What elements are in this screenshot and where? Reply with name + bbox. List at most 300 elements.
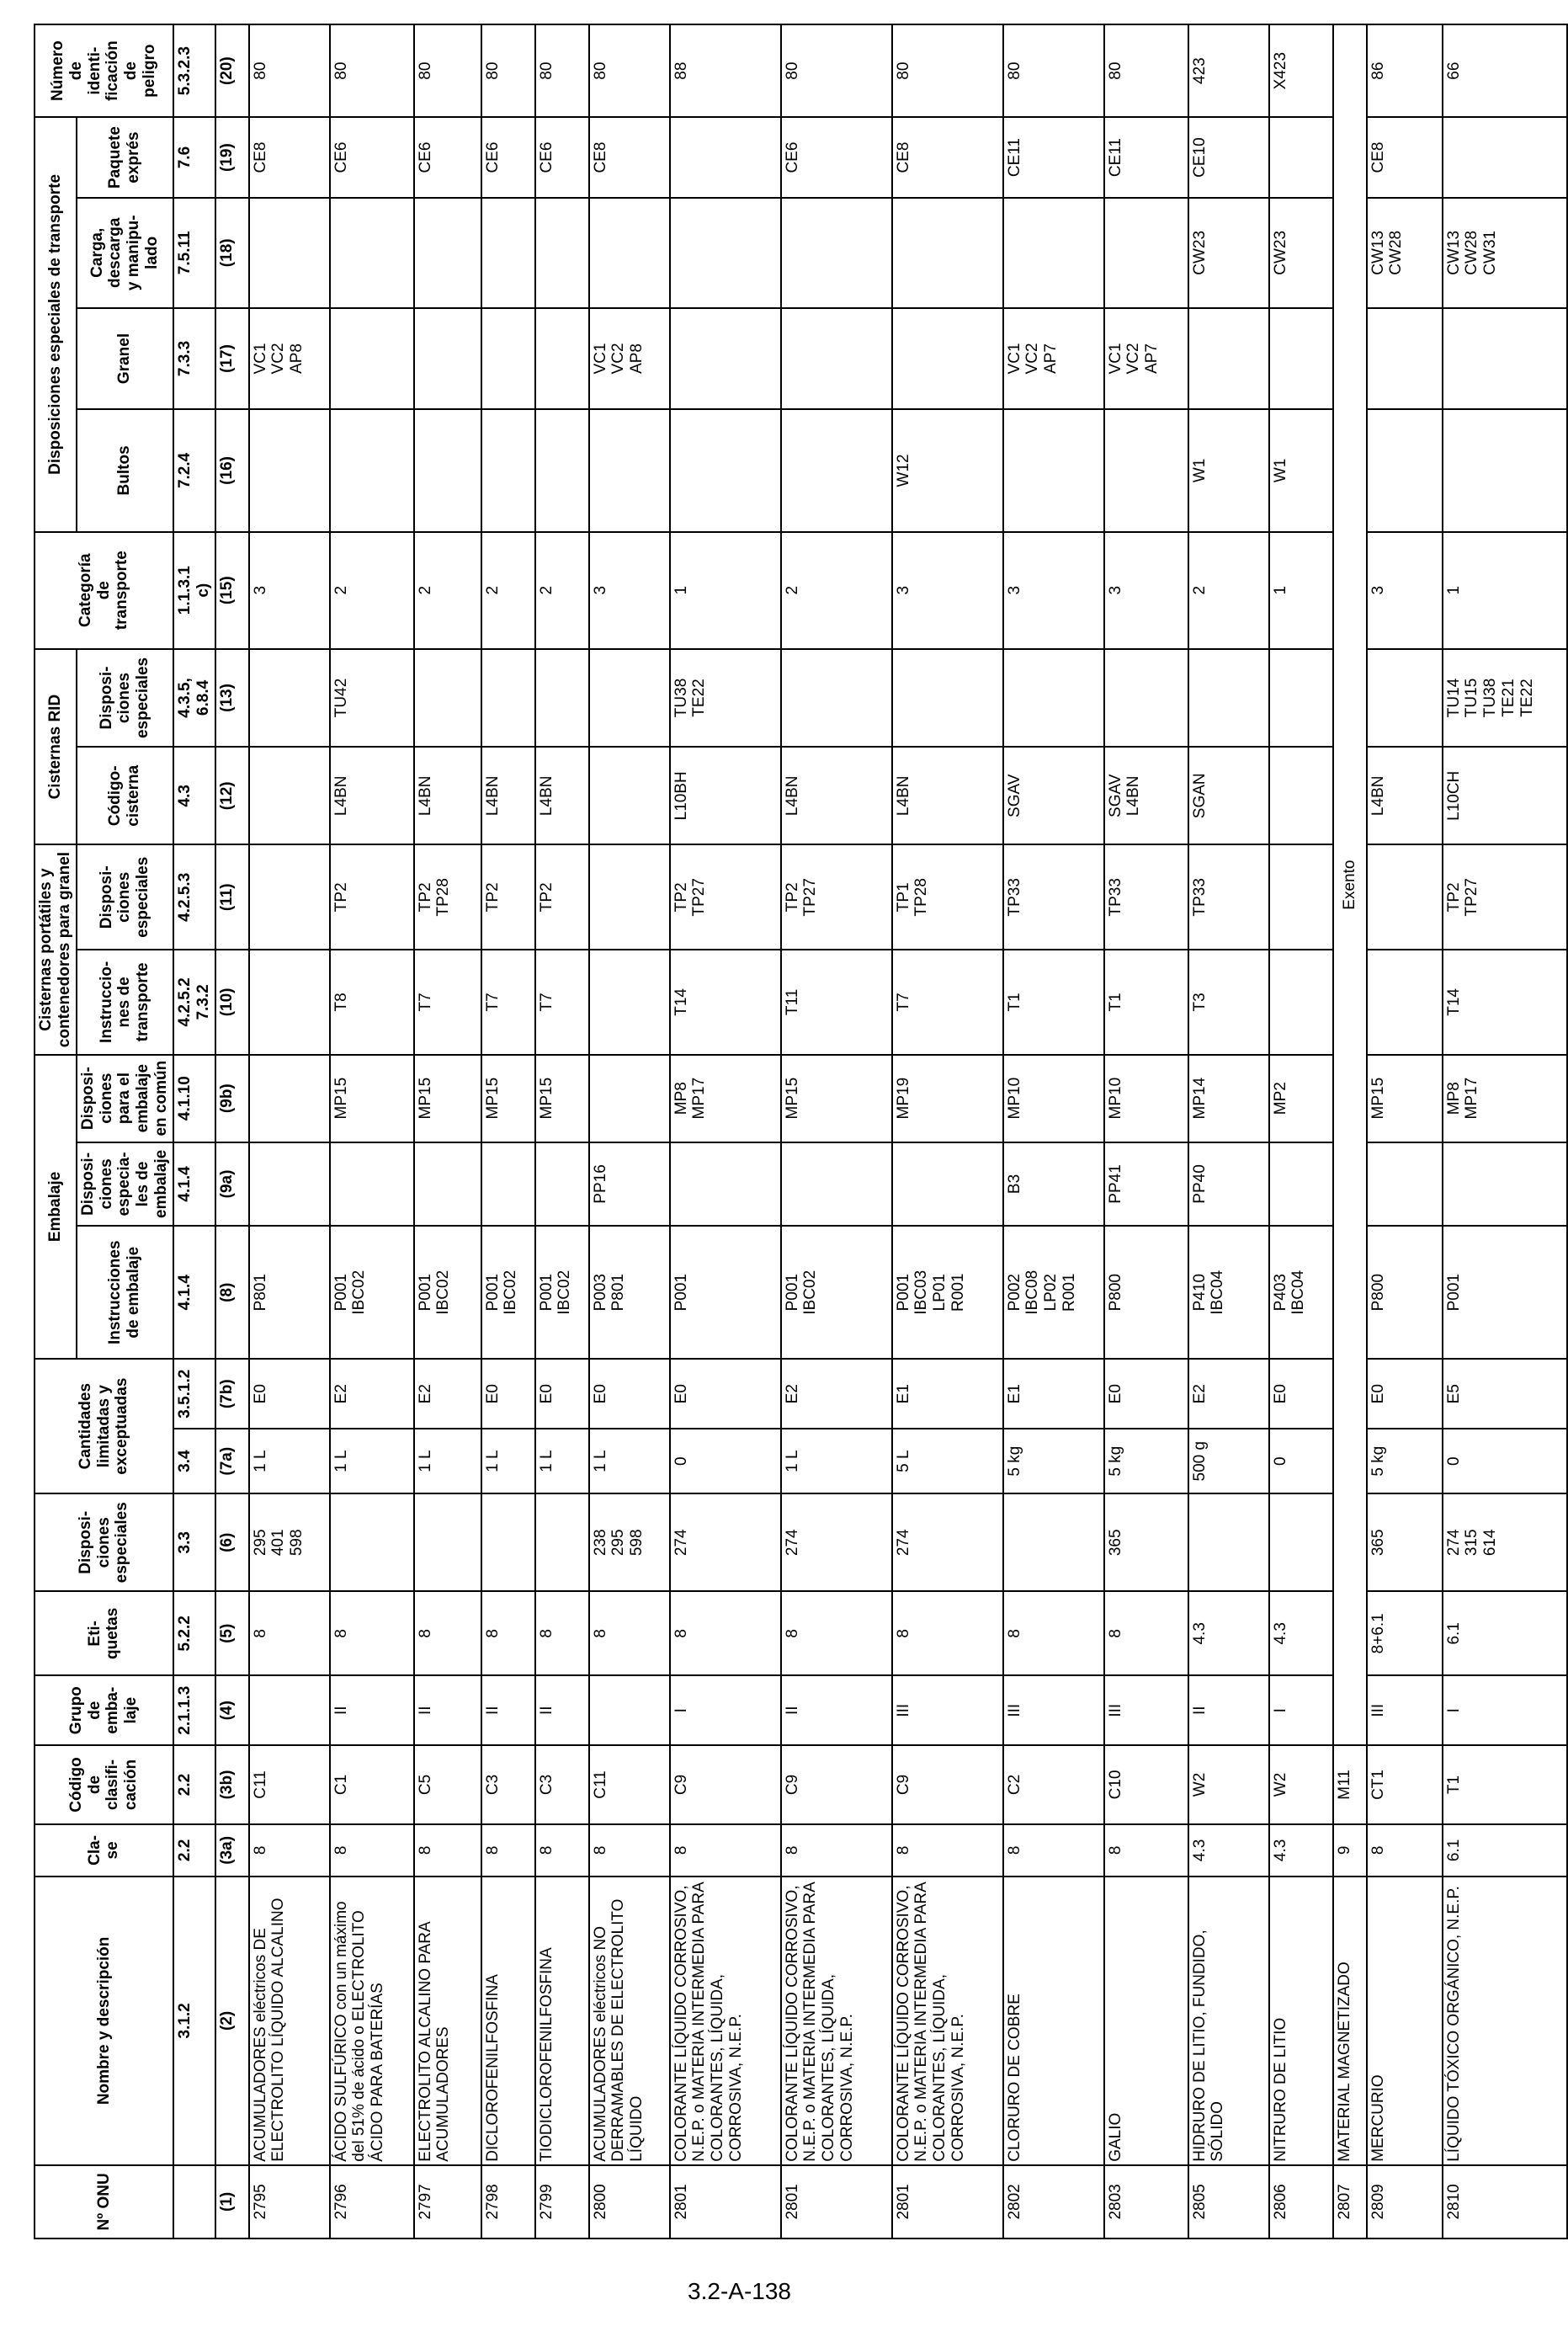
column-number-cell: (9b) bbox=[215, 1055, 249, 1142]
table-cell bbox=[670, 1142, 781, 1227]
column-number-cell: (18) bbox=[215, 198, 249, 308]
table-cell: III bbox=[892, 1675, 1003, 1745]
table-cell: 80 bbox=[781, 24, 892, 117]
table-cell bbox=[1367, 844, 1443, 950]
table-cell: W2 bbox=[1269, 1745, 1333, 1823]
table-cell: 8 bbox=[330, 1824, 414, 1877]
table-cell: E0 bbox=[249, 1359, 330, 1429]
column-number-cell: (9a) bbox=[215, 1142, 249, 1227]
table-cell: TP33 bbox=[1188, 844, 1269, 950]
column-number-cell: (4) bbox=[215, 1675, 249, 1745]
table-cell: SGAV bbox=[1003, 747, 1104, 844]
table-cell: C5 bbox=[414, 1745, 481, 1823]
table-cell: 8 bbox=[1104, 1824, 1188, 1877]
substance-name-cell: ÁCIDO SULFÚRICO con un máximo del 51% de ácido o ELECTROLITO ÁCIDO PARA BATERÍAS bbox=[330, 1877, 414, 2165]
table-cell bbox=[1104, 198, 1188, 308]
table-cell: TP33 bbox=[1104, 844, 1188, 950]
ref-code-cell: 3.1.2 bbox=[173, 1877, 215, 2165]
table-cell: L4BN bbox=[1367, 747, 1443, 844]
table-cell: CE10 bbox=[1188, 117, 1269, 198]
table-cell bbox=[535, 409, 589, 531]
table-cell: E2 bbox=[781, 1359, 892, 1429]
table-cell: T11 bbox=[781, 950, 892, 1055]
table-cell: MP15 bbox=[535, 1055, 589, 1142]
table-cell: 274 bbox=[781, 1493, 892, 1591]
table-cell bbox=[1269, 308, 1333, 409]
table-cell bbox=[1003, 1493, 1104, 1591]
table-cell: 80 bbox=[330, 24, 414, 117]
table-cell bbox=[892, 198, 1003, 308]
table-cell bbox=[589, 649, 670, 747]
table-cell bbox=[249, 198, 330, 308]
table-cell bbox=[1443, 308, 1567, 409]
table-row bbox=[1104, 24, 1188, 2239]
column-number-cell: (1) bbox=[215, 2165, 249, 2239]
table-cell: 4.3 bbox=[1188, 1591, 1269, 1675]
table-cell: CE11 bbox=[1104, 117, 1188, 198]
table-cell: L10BH bbox=[670, 747, 781, 844]
table-cell bbox=[1269, 950, 1333, 1055]
table-cell: T7 bbox=[481, 950, 535, 1055]
table-cell bbox=[249, 747, 330, 844]
table-cell bbox=[1367, 1142, 1443, 1227]
column-number-cell: (3b) bbox=[215, 1745, 249, 1823]
ref-code-cell: 4.3.5, 6.8.4 bbox=[173, 649, 215, 747]
table-cell: 80 bbox=[249, 24, 330, 117]
table-cell: 8 bbox=[535, 1824, 589, 1877]
table-cell bbox=[1003, 649, 1104, 747]
table-cell bbox=[1188, 1493, 1269, 1591]
table-cell: E5 bbox=[1443, 1359, 1567, 1429]
table-row bbox=[781, 24, 892, 2239]
column-number-cell: (2) bbox=[215, 1877, 249, 2165]
ref-code-cell: 4.1.10 bbox=[173, 1055, 215, 1142]
table-cell bbox=[589, 409, 670, 531]
table-cell: 80 bbox=[481, 24, 535, 117]
table-cell bbox=[781, 409, 892, 531]
table-cell: 1 L bbox=[481, 1429, 535, 1493]
un-number-cell: 2806 bbox=[1269, 2165, 1333, 2239]
table-cell: MP14 bbox=[1188, 1055, 1269, 1142]
table-cell: VC1 VC2 AP7 bbox=[1003, 308, 1104, 409]
header-rid-tanks: Cisternas RID bbox=[35, 649, 77, 845]
table-cell: MP10 bbox=[1003, 1055, 1104, 1142]
table-cell: MP19 bbox=[892, 1055, 1003, 1142]
column-number-cell: (5) bbox=[215, 1591, 249, 1675]
table-cell: SGAN bbox=[1188, 747, 1269, 844]
table-cell: 3 bbox=[589, 532, 670, 649]
table-cell: TP2 TP28 bbox=[414, 844, 481, 950]
substance-name-cell: COLORANTE LÍQUIDO CORROSIVO, N.E.P. o MATERIA INTERMEDIA PARA COLORANTES, LÍQUIDA, CORROSIVA, N.E.P. bbox=[670, 1877, 781, 2165]
table-cell: II bbox=[1188, 1675, 1269, 1745]
table-row bbox=[1443, 24, 1567, 2239]
substance-name-cell: COLORANTE LÍQUIDO CORROSIVO, N.E.P. o MATERIA INTERMEDIA PARA COLORANTES, LÍQUIDA, CORROSIVA, N.E.P. bbox=[892, 1877, 1003, 2165]
table-cell: L10CH bbox=[1443, 747, 1567, 844]
column-number-cell: (12) bbox=[215, 747, 249, 844]
table-cell: C11 bbox=[589, 1745, 670, 1823]
table-cell: MP8 MP17 bbox=[1443, 1055, 1567, 1142]
table-cell: 0 bbox=[1269, 1429, 1333, 1493]
table-cell: CE8 bbox=[892, 117, 1003, 198]
table-cell: MP15 bbox=[781, 1055, 892, 1142]
table-cell: PP40 bbox=[1188, 1142, 1269, 1227]
table-cell: III bbox=[1003, 1675, 1104, 1745]
un-number-cell: 2805 bbox=[1188, 2165, 1269, 2239]
table-row bbox=[670, 24, 781, 2239]
table-cell: C2 bbox=[1003, 1745, 1104, 1823]
table-cell: CE6 bbox=[414, 117, 481, 198]
table-cell: 274 315 614 bbox=[1443, 1493, 1567, 1591]
table-cell bbox=[589, 198, 670, 308]
table-cell: MP15 bbox=[1367, 1055, 1443, 1142]
substance-name-cell: MATERIAL MAGNETIZADO bbox=[1333, 1877, 1367, 2165]
table-cell bbox=[1269, 747, 1333, 844]
table-cell: CE8 bbox=[249, 117, 330, 198]
table-cell: 1 L bbox=[535, 1429, 589, 1493]
table-cell: P001 IBC02 bbox=[535, 1226, 589, 1359]
table-cell: 66 bbox=[1443, 24, 1567, 117]
un-number-cell: 2800 bbox=[589, 2165, 670, 2239]
table-cell: 1 bbox=[670, 532, 781, 649]
table-cell: 80 bbox=[1104, 24, 1188, 117]
header-portable-special: Disposi- ciones especiales bbox=[77, 844, 173, 950]
table-cell: 1 bbox=[1443, 532, 1567, 649]
header-mixed-packing: Disposi- ciones para el embalaje en común bbox=[77, 1055, 173, 1142]
table-cell: W1 bbox=[1269, 409, 1333, 531]
table-cell bbox=[670, 308, 781, 409]
table-cell bbox=[330, 308, 414, 409]
table-cell: P410 IBC04 bbox=[1188, 1226, 1269, 1359]
header-name: Nombre y descripción bbox=[35, 1877, 173, 2165]
header-packages: Bultos bbox=[77, 409, 173, 531]
table-cell: C11 bbox=[249, 1745, 330, 1823]
table-cell bbox=[481, 308, 535, 409]
table-cell: 1 L bbox=[781, 1429, 892, 1493]
table-cell bbox=[589, 1055, 670, 1142]
table-cell: P001 IBC02 bbox=[414, 1226, 481, 1359]
table-cell bbox=[1269, 1142, 1333, 1227]
un-number-cell: 2810 bbox=[1443, 2165, 1567, 2239]
table-cell: 8 bbox=[670, 1591, 781, 1675]
table-cell bbox=[414, 1493, 481, 1591]
table-cell bbox=[670, 409, 781, 531]
un-number-cell: 2809 bbox=[1367, 2165, 1443, 2239]
table-cell: L4BN bbox=[481, 747, 535, 844]
table-cell bbox=[249, 844, 330, 950]
ref-code-cell: 7.3.3 bbox=[173, 308, 215, 409]
column-number-cell: (7b) bbox=[215, 1359, 249, 1429]
table-cell: VC1 VC2 AP8 bbox=[249, 308, 330, 409]
table-cell bbox=[892, 649, 1003, 747]
rotated-table-page bbox=[34, 24, 1536, 2239]
table-cell: CW13 CW28 CW31 bbox=[1443, 198, 1567, 308]
column-number-cell: (11) bbox=[215, 844, 249, 950]
header-tank-special: Disposi- ciones especiales bbox=[77, 649, 173, 747]
un-number-cell: 2798 bbox=[481, 2165, 535, 2239]
table-cell: T14 bbox=[1443, 950, 1567, 1055]
header-limited-quantities: Cantidades limitadas y exceptuadas bbox=[35, 1359, 173, 1493]
table-row bbox=[589, 24, 670, 2239]
ref-code-cell: 7.6 bbox=[173, 117, 215, 198]
table-cell: 295 401 598 bbox=[249, 1493, 330, 1591]
table-cell: III bbox=[1367, 1675, 1443, 1745]
header-bulk: Granel bbox=[77, 308, 173, 409]
table-cell: 8 bbox=[1003, 1591, 1104, 1675]
column-number-cell: (7a) bbox=[215, 1429, 249, 1493]
table-cell: CE8 bbox=[589, 117, 670, 198]
table-cell: T1 bbox=[1003, 950, 1104, 1055]
table-cell: 1 L bbox=[330, 1429, 414, 1493]
table-cell bbox=[589, 950, 670, 1055]
table-cell: II bbox=[330, 1675, 414, 1745]
table-cell: E0 bbox=[1104, 1359, 1188, 1429]
table-cell bbox=[535, 308, 589, 409]
table-cell: 500 g bbox=[1188, 1429, 1269, 1493]
table-cell: B3 bbox=[1003, 1142, 1104, 1227]
table-cell: 6.1 bbox=[1443, 1591, 1567, 1675]
table-cell bbox=[330, 198, 414, 308]
table-cell bbox=[535, 649, 589, 747]
table-cell: T7 bbox=[892, 950, 1003, 1055]
ref-code-cell: 1.1.3.1 c) bbox=[173, 532, 215, 649]
table-cell: L4BN bbox=[414, 747, 481, 844]
table-cell: CT1 bbox=[1367, 1745, 1443, 1823]
table-cell: 8 bbox=[781, 1591, 892, 1675]
table-cell bbox=[414, 308, 481, 409]
table-cell: 8 bbox=[589, 1591, 670, 1675]
substance-name-cell: COLORANTE LÍQUIDO CORROSIVO, N.E.P. o MATERIA INTERMEDIA PARA COLORANTES, LÍQUIDA, CORROSIVA, N.E.P. bbox=[781, 1877, 892, 2165]
table-cell bbox=[249, 649, 330, 747]
table-cell bbox=[535, 1493, 589, 1591]
table-cell: T1 bbox=[1104, 950, 1188, 1055]
table-cell: 5 kg bbox=[1367, 1429, 1443, 1493]
table-cell: TP2 TP27 bbox=[1443, 844, 1567, 950]
table-row bbox=[535, 24, 589, 2239]
table-cell: E1 bbox=[892, 1359, 1003, 1429]
table-cell: C1 bbox=[330, 1745, 414, 1823]
header-packing-group: Grupo de emba- laje bbox=[35, 1675, 173, 1745]
table-cell: W2 bbox=[1188, 1745, 1269, 1823]
table-cell bbox=[1188, 308, 1269, 409]
un-number-cell: 2801 bbox=[892, 2165, 1003, 2239]
un-number-cell: 2799 bbox=[535, 2165, 589, 2239]
substance-name-cell: ACUMULADORES eléctricos DE ELECTROLITO LÍQUIDO ALCALINO bbox=[249, 1877, 330, 2165]
header-packing-instructions: Instrucciones de embalaje bbox=[77, 1226, 173, 1359]
table-cell: MP2 bbox=[1269, 1055, 1333, 1142]
table-cell: VC1 VC2 AP7 bbox=[1104, 308, 1188, 409]
ref-code-cell: 5.3.2.3 bbox=[173, 24, 215, 117]
table-cell: E2 bbox=[330, 1359, 414, 1429]
header-tank-code: Código- cisterna bbox=[77, 747, 173, 844]
table-cell bbox=[249, 950, 330, 1055]
ref-code-cell: 7.2.4 bbox=[173, 409, 215, 531]
table-cell: 365 bbox=[1104, 1493, 1188, 1591]
column-numbers-row bbox=[215, 24, 249, 2239]
table-row bbox=[330, 24, 414, 2239]
table-cell bbox=[1443, 409, 1567, 531]
table-cell bbox=[414, 198, 481, 308]
header-portable-tanks: Cisternas portátiles y contenedores para granel bbox=[35, 844, 77, 1054]
header-express: Paquete exprés bbox=[77, 117, 173, 198]
table-cell: P001 IBC02 bbox=[781, 1226, 892, 1359]
table-row bbox=[414, 24, 481, 2239]
table-cell: CE11 bbox=[1003, 117, 1104, 198]
table-cell: 6.1 bbox=[1443, 1824, 1567, 1877]
table-row bbox=[481, 24, 535, 2239]
table-cell: X423 bbox=[1269, 24, 1333, 117]
table-row bbox=[1269, 24, 1333, 2239]
ref-code-cell: 2.1.1.3 bbox=[173, 1675, 215, 1745]
table-cell: 80 bbox=[414, 24, 481, 117]
table-cell: 274 bbox=[892, 1493, 1003, 1591]
table-cell: P001 IBC03 LP01 R001 bbox=[892, 1226, 1003, 1359]
table-cell: 1 bbox=[1269, 532, 1333, 649]
table-cell bbox=[589, 844, 670, 950]
table-cell: CE8 bbox=[1367, 117, 1443, 198]
table-cell bbox=[1269, 1493, 1333, 1591]
header-transport-category: Categoría de transporte bbox=[35, 532, 173, 649]
header-portable-instructions: Instruccio- nes de transporte bbox=[77, 950, 173, 1055]
table-cell: 2 bbox=[481, 532, 535, 649]
table-cell: 8 bbox=[1003, 1824, 1104, 1877]
column-number-cell: (17) bbox=[215, 308, 249, 409]
table-cell: 8 bbox=[589, 1824, 670, 1877]
table-cell: L4BN bbox=[330, 747, 414, 844]
header-special-provisions: Disposi- ciones especiales bbox=[35, 1493, 173, 1591]
substance-name-cell: LÍQUIDO TÓXICO ORGÁNICO, N.E.P. bbox=[1443, 1877, 1567, 2165]
table-cell: 3 bbox=[1003, 532, 1104, 649]
table-cell: 1 L bbox=[589, 1429, 670, 1493]
table-cell: P001 IBC02 bbox=[481, 1226, 535, 1359]
table-cell: CE6 bbox=[481, 117, 535, 198]
table-cell: 5 kg bbox=[1104, 1429, 1188, 1493]
table-cell: 86 bbox=[1367, 24, 1443, 117]
table-cell: C10 bbox=[1104, 1745, 1188, 1823]
table-cell: 8 bbox=[481, 1591, 535, 1675]
substance-name-cell: ELECTROLITO ALCALINO PARA ACUMULADORES bbox=[414, 1877, 481, 2165]
table-cell: P002 IBC08 LP02 R001 bbox=[1003, 1226, 1104, 1359]
table-cell bbox=[330, 409, 414, 531]
table-cell bbox=[535, 198, 589, 308]
column-number-cell: (10) bbox=[215, 950, 249, 1055]
table-cell: C3 bbox=[535, 1745, 589, 1823]
table-cell: TU38 TE22 bbox=[670, 649, 781, 747]
table-cell: 3 bbox=[249, 532, 330, 649]
table-cell: P001 bbox=[670, 1226, 781, 1359]
table-cell: CE6 bbox=[781, 117, 892, 198]
ref-code-cell: 3.5.1.2 bbox=[173, 1359, 215, 1429]
table-cell bbox=[670, 198, 781, 308]
table-cell bbox=[481, 649, 535, 747]
table-cell bbox=[481, 409, 535, 531]
un-number-cell: 2796 bbox=[330, 2165, 414, 2239]
table-cell: II bbox=[481, 1675, 535, 1745]
table-cell: TP2 bbox=[330, 844, 414, 950]
table-cell bbox=[249, 409, 330, 531]
substance-name-cell: MERCURIO bbox=[1367, 1877, 1443, 2165]
table-cell: E0 bbox=[589, 1359, 670, 1429]
table-cell: T14 bbox=[670, 950, 781, 1055]
table-cell: L4BN bbox=[781, 747, 892, 844]
column-number-cell: (19) bbox=[215, 117, 249, 198]
table-cell: 8 bbox=[249, 1824, 330, 1877]
table-cell: P003 P801 bbox=[589, 1226, 670, 1359]
table-row bbox=[249, 24, 330, 2239]
table-cell bbox=[1269, 117, 1333, 198]
table-cell: P801 bbox=[249, 1226, 330, 1359]
table-cell bbox=[1367, 950, 1443, 1055]
table-cell: TP2 bbox=[481, 844, 535, 950]
table-cell: P800 bbox=[1104, 1226, 1188, 1359]
table-cell: T7 bbox=[535, 950, 589, 1055]
table-cell: 2 bbox=[414, 532, 481, 649]
table-cell: 8 bbox=[670, 1824, 781, 1877]
table-cell bbox=[1003, 409, 1104, 531]
table-cell bbox=[589, 747, 670, 844]
ref-code-cell bbox=[173, 2165, 215, 2239]
table-cell: 0 bbox=[670, 1429, 781, 1493]
table-row bbox=[1003, 24, 1104, 2239]
table-cell: E0 bbox=[535, 1359, 589, 1429]
table-cell bbox=[781, 308, 892, 409]
table-cell: E0 bbox=[1367, 1359, 1443, 1429]
table-cell: CW23 bbox=[1188, 198, 1269, 308]
substance-name-cell: HIDRURO DE LITIO, FUNDIDO, SÓLIDO bbox=[1188, 1877, 1269, 2165]
table-cell: P001 IBC02 bbox=[330, 1226, 414, 1359]
table-cell: 8 bbox=[892, 1591, 1003, 1675]
table-cell bbox=[1269, 649, 1333, 747]
un-number-cell: 2801 bbox=[670, 2165, 781, 2239]
table-cell: 80 bbox=[589, 24, 670, 117]
table-cell: L4BN bbox=[892, 747, 1003, 844]
table-cell: 88 bbox=[670, 24, 781, 117]
substance-name-cell: DICLOROFENILFOSFINA bbox=[481, 1877, 535, 2165]
table-cell: E2 bbox=[1188, 1359, 1269, 1429]
table-cell bbox=[589, 1675, 670, 1745]
table-cell: TP33 bbox=[1003, 844, 1104, 950]
table-cell: T3 bbox=[1188, 950, 1269, 1055]
un-number-cell: 2802 bbox=[1003, 2165, 1104, 2239]
table-cell bbox=[1003, 198, 1104, 308]
table-cell bbox=[481, 1493, 535, 1591]
substance-name-cell: GALIO bbox=[1104, 1877, 1188, 2165]
table-cell: MP8 MP17 bbox=[670, 1055, 781, 1142]
table-body bbox=[249, 24, 1567, 2239]
table-cell: 365 bbox=[1367, 1493, 1443, 1591]
table-cell bbox=[330, 1493, 414, 1591]
table-cell: 3 bbox=[892, 532, 1003, 649]
table-cell bbox=[1367, 649, 1443, 747]
table-cell: T7 bbox=[414, 950, 481, 1055]
un-number-cell: 2797 bbox=[414, 2165, 481, 2239]
table-cell: 2 bbox=[1188, 532, 1269, 649]
ref-code-cell: 2.2 bbox=[173, 1745, 215, 1823]
table-cell: 8 bbox=[781, 1824, 892, 1877]
table-cell: 8 bbox=[414, 1591, 481, 1675]
table-cell: PP41 bbox=[1104, 1142, 1188, 1227]
ref-code-cell: 5.2.2 bbox=[173, 1591, 215, 1675]
column-number-cell: (15) bbox=[215, 532, 249, 649]
table-cell: L4BN bbox=[535, 747, 589, 844]
table-cell: CE6 bbox=[330, 117, 414, 198]
table-cell: 274 bbox=[670, 1493, 781, 1591]
table-cell bbox=[670, 117, 781, 198]
table-cell: 80 bbox=[535, 24, 589, 117]
un-number-cell: 2807 bbox=[1333, 2165, 1367, 2239]
table-cell: C3 bbox=[481, 1745, 535, 1823]
table-cell: 4.3 bbox=[1188, 1824, 1269, 1877]
ref-code-cell: 4.1.4 bbox=[173, 1142, 215, 1227]
